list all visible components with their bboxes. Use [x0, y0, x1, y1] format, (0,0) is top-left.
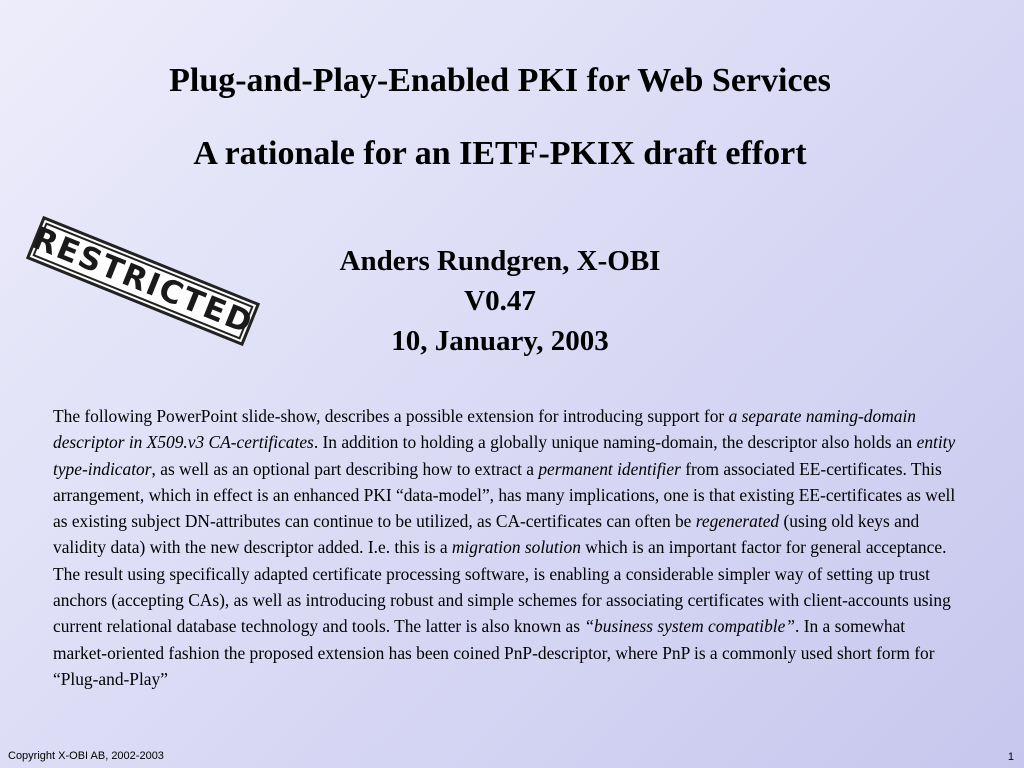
body-emphasis: entity type-indicator	[53, 432, 956, 479]
copyright-notice: Copyright X-OBI AB, 2002-2003	[8, 750, 164, 762]
body-emphasis: migration solution	[451, 537, 581, 558]
body-text-run: , as well as an optional part describing how to extract a	[151, 458, 539, 479]
body-text-run: which is an important factor for general acceptance. The result using specifically adapted certificate processing software, is enabling a considerable simpler way of setting up trust anchors (accepting CAs), as well as introducing robust and simple schemes for associating certificates with client-accounts using current relational database technology and tools. The latter is also known as	[53, 537, 951, 637]
body-text-run: . In addition to holding a globally unique naming-domain, the descriptor also holds an	[313, 432, 917, 453]
body-text-run: . In a somewhat market-oriented fashion the proposed extension has been coined PnP-descriptor, where PnP is a commonly used short form for “Plug-and-Play”	[53, 616, 935, 689]
author-line: Anders Rundgren, X-OBI	[339, 245, 661, 277]
body-text-run: from associated EE-certificates. This arrangement, which in effect is an enhanced PKI “data-model”, has many implications, one is that existing EE-certificates as well as existing subject DN-attributes can continue to be utilized, as CA-certificates can often be	[53, 458, 956, 532]
body-emphasis: “business system compatible”	[584, 616, 796, 637]
body-emphasis: permanent identifier	[538, 458, 681, 479]
body-text-run: (using old keys and validity data) with the new descriptor added. I.e. this is a	[53, 511, 920, 558]
restricted-stamp: RESTRICTED	[26, 216, 260, 346]
body-emphasis: regenerated	[695, 511, 780, 532]
body-text-run: The following PowerPoint slide-show, describes a possible extension for introducing support for	[53, 406, 729, 426]
slide-subtitle: A rationale for an IETF-PKIX draft effort	[193, 135, 807, 172]
slide-title: Plug-and-Play-Enabled PKI for Web Services	[169, 62, 831, 99]
body-emphasis: a separate naming-domain descriptor in X509.v3 CA-certificates	[53, 406, 916, 453]
version-line: V0.47	[464, 285, 536, 317]
page-number: 1	[1007, 751, 1014, 763]
body-paragraph	[53, 403, 958, 692]
date-line: 10, January, 2003	[391, 325, 609, 357]
